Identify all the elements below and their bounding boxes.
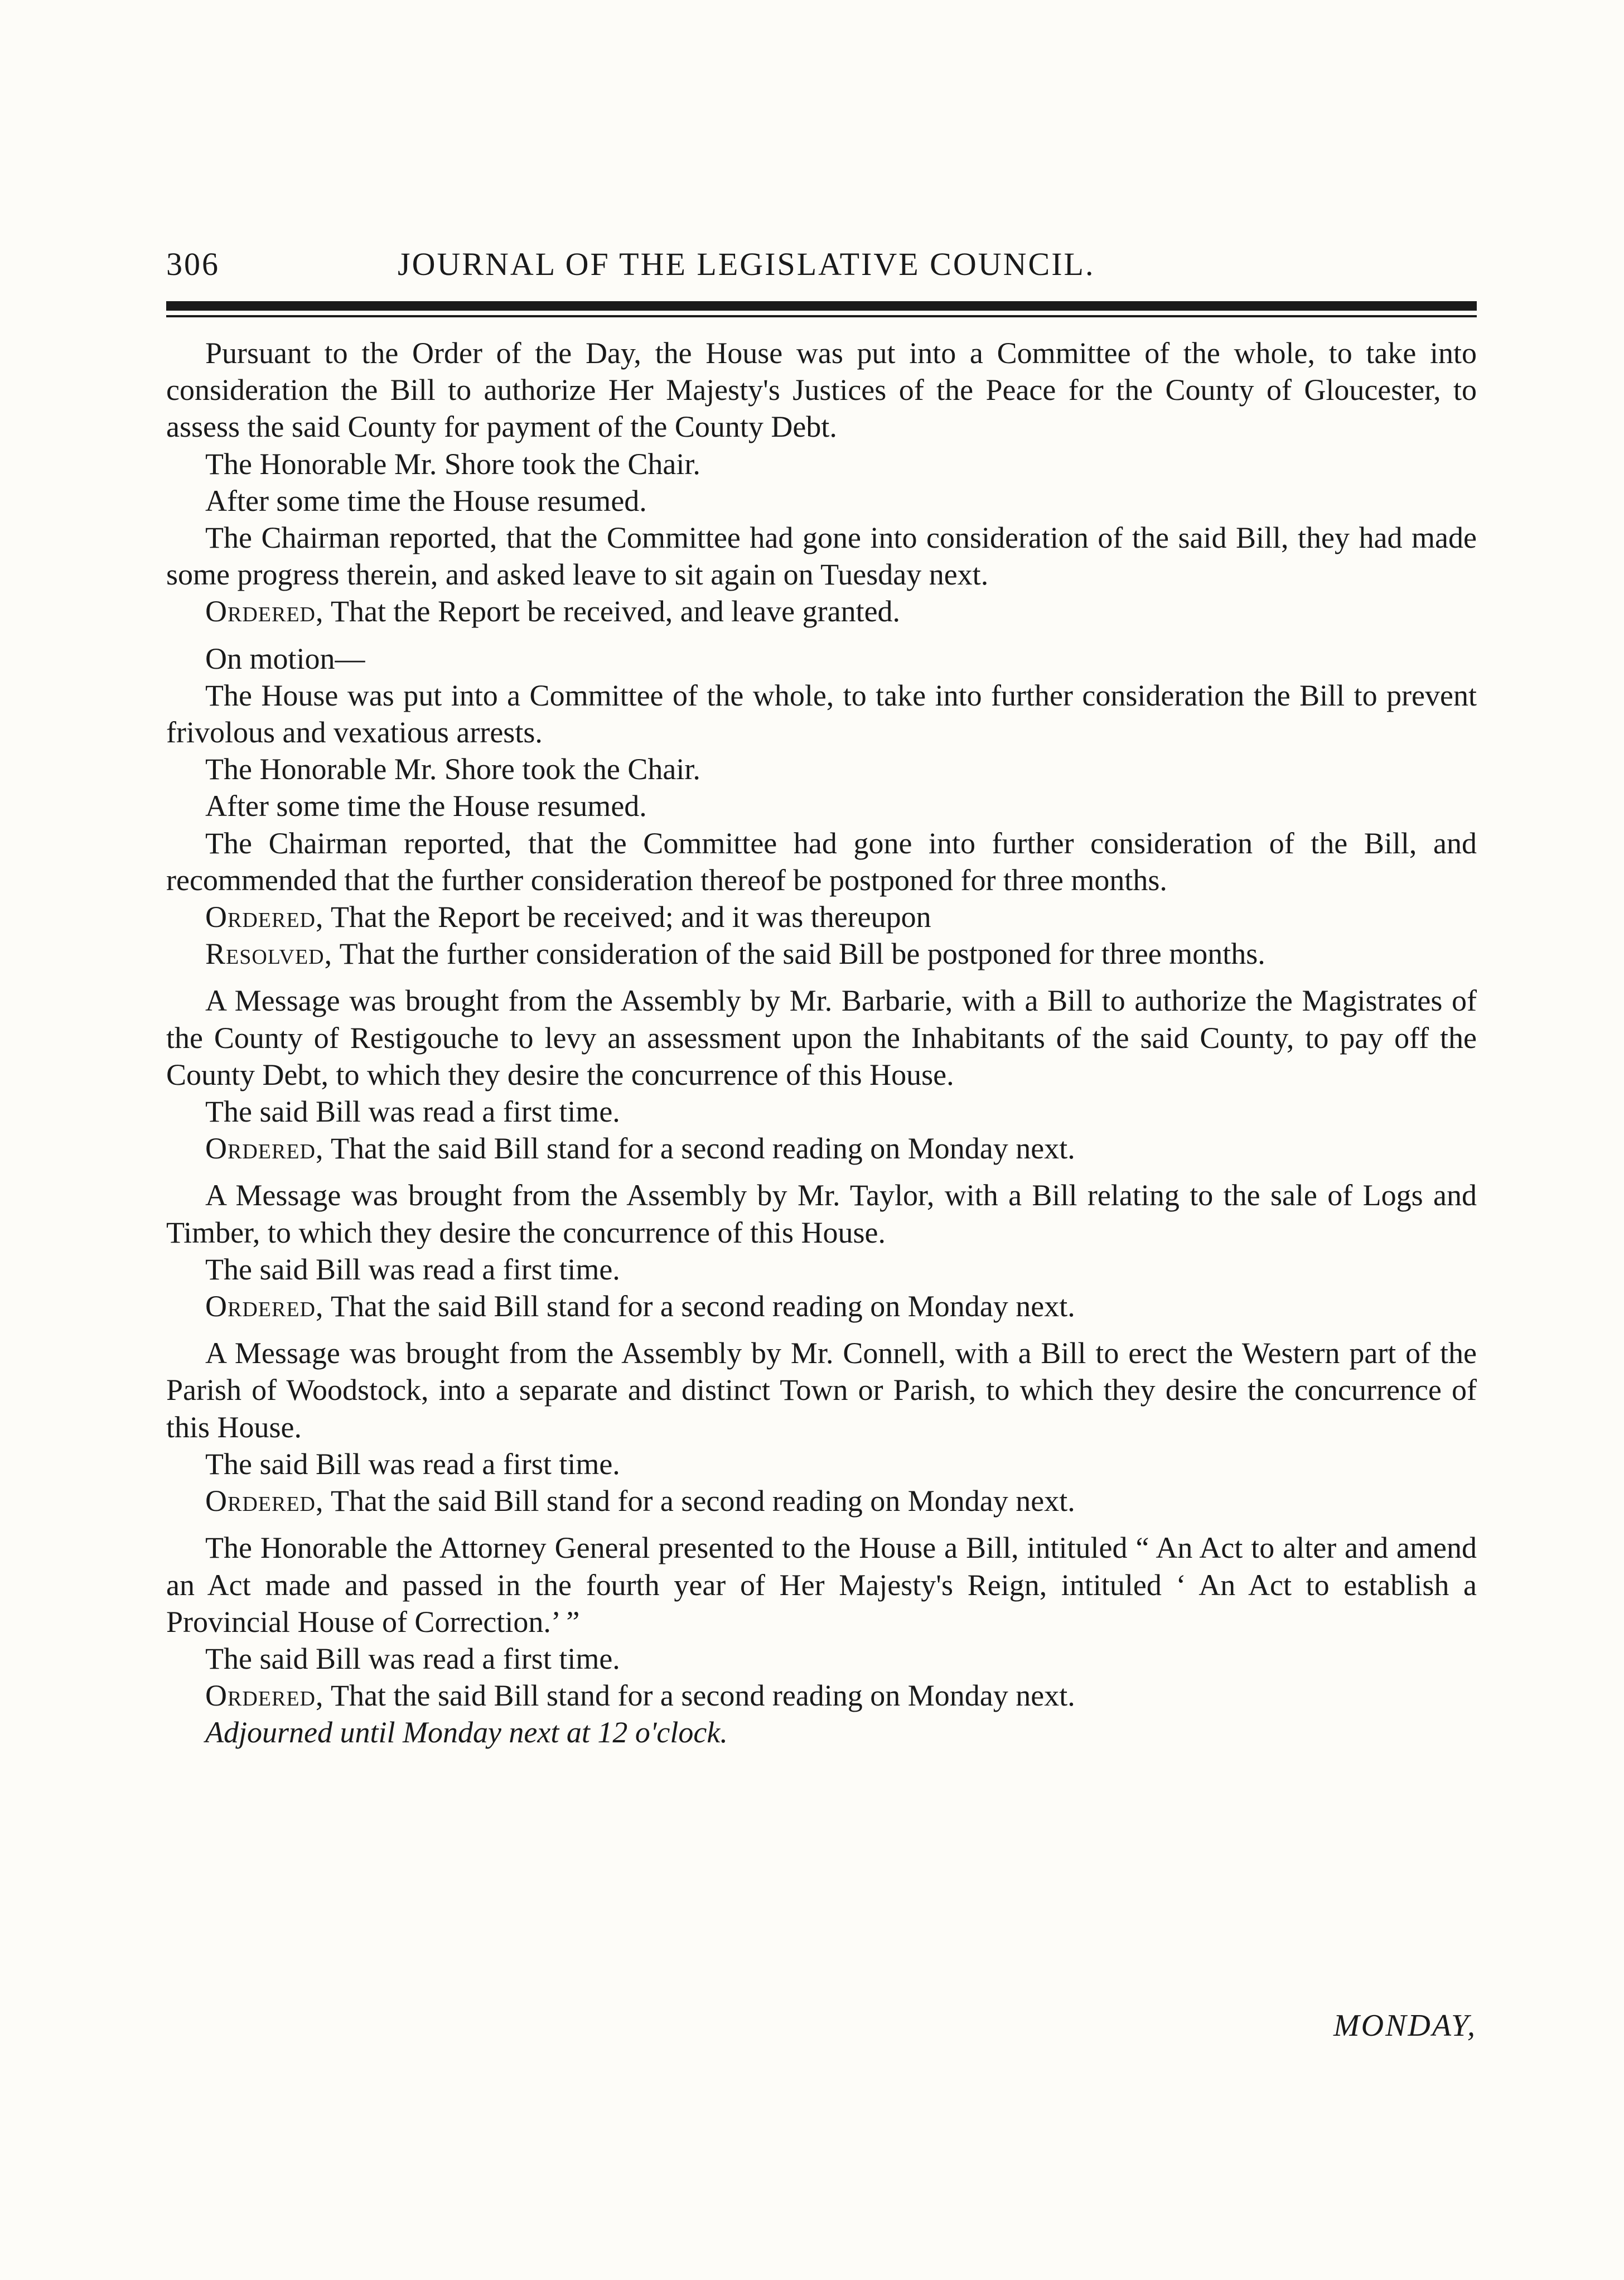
- page-header: [166, 245, 1477, 284]
- paragraph: The said Bill was read a first time.: [205, 1447, 620, 1481]
- paragraph: Ordered, That the Report be received; and it was thereupon: [205, 900, 931, 934]
- adjournment-note: Adjourned until Monday next at 12 o'clock.: [205, 1716, 728, 1750]
- paragraph: After some time the House resumed.: [205, 484, 647, 518]
- header-rule-thick: [166, 301, 1477, 311]
- ordered-lead: Ordered,: [205, 900, 324, 934]
- ordered-lead: Ordered,: [205, 1289, 324, 1323]
- paragraph: Ordered, That the Report be received, and leave granted.: [205, 595, 901, 629]
- paragraph: A Message was brought from the Assembly by Mr. Taylor, with a Bill relating to the sale of Logs and Timber, to which they desire the concurrence of this House.: [166, 1178, 1477, 1249]
- paragraph: The Honorable the Attorney General presented to the House a Bill, intituled “ An Act to alter and amend an Act made and passed in the fourth year of Her Majesty's Reign, intituled ‘ An Act to establish a Provincial House of Correction.’ ”: [166, 1531, 1477, 1639]
- header-rule-thin: [166, 315, 1477, 317]
- paragraph: Resolved, That the further consideration of the said Bill be postponed for three months.: [205, 937, 1265, 971]
- ordered-lead: Ordered,: [205, 1679, 324, 1713]
- paragraph: The Honorable Mr. Shore took the Chair.: [205, 752, 700, 786]
- paragraph: The said Bill was read a first time.: [205, 1641, 620, 1675]
- running-title: JOURNAL OF THE LEGISLATIVE COUNCIL.: [398, 246, 1095, 282]
- page-number: 306: [166, 246, 220, 282]
- paragraph: A Message was brought from the Assembly by Mr. Connell, with a Bill to erect the Western part of the Parish of Woodstock, into a separate and distinct Town or Parish, to which they desire the concurrence of this House.: [166, 1336, 1477, 1444]
- ordered-lead: Ordered,: [205, 1132, 324, 1166]
- paragraph: Ordered, That the said Bill stand for a second reading on Monday next.: [205, 1132, 1075, 1166]
- paragraph: Ordered, That the said Bill stand for a second reading on Monday next.: [205, 1289, 1075, 1323]
- paragraph: The House was put into a Committee of the whole, to take into further consideration the Bill to prevent frivolous and vexatious arrests.: [166, 678, 1477, 750]
- resolved-lead: Resolved,: [205, 937, 333, 971]
- paragraph: The Honorable Mr. Shore took the Chair.: [205, 447, 700, 481]
- journal-body: [166, 335, 1477, 1751]
- paragraph: A Message was brought from the Assembly by Mr. Barbarie, with a Bill to authorize the Magistrates of the County of Restigouche to levy an assessment upon the Inhabitants of the said County, to pay off the County Debt, to which they desire the concurrence of this House.: [166, 984, 1477, 1091]
- paragraph: The Chairman reported, that the Committee had gone into further consideration of the Bill, and recommended that the further consideration thereof be postponed for three months.: [166, 826, 1477, 897]
- paragraph: The said Bill was read a first time.: [205, 1095, 620, 1129]
- paragraph: After some time the House resumed.: [205, 789, 647, 823]
- paragraph: Ordered, That the said Bill stand for a second reading on Monday next.: [205, 1484, 1075, 1518]
- ordered-lead: Ordered,: [205, 595, 324, 629]
- paragraph: Ordered, That the said Bill stand for a second reading on Monday next.: [205, 1679, 1075, 1713]
- paragraph: On motion—: [205, 641, 365, 675]
- ordered-lead: Ordered,: [205, 1484, 324, 1518]
- paragraph: Pursuant to the Order of the Day, the House was put into a Committee of the whole, to take into consideration the Bill to authorize Her Majesty's Justices of the Peace for the County of Gloucester, to assess the said County for payment of the County Debt.: [166, 336, 1477, 444]
- paragraph: The said Bill was read a first time.: [205, 1252, 620, 1286]
- paragraph: The Chairman reported, that the Committee had gone into consideration of the said Bill, they had made some progress therein, and asked leave to sit again on Tuesday next.: [166, 521, 1477, 592]
- catchword: MONDAY,: [1333, 2008, 1477, 2043]
